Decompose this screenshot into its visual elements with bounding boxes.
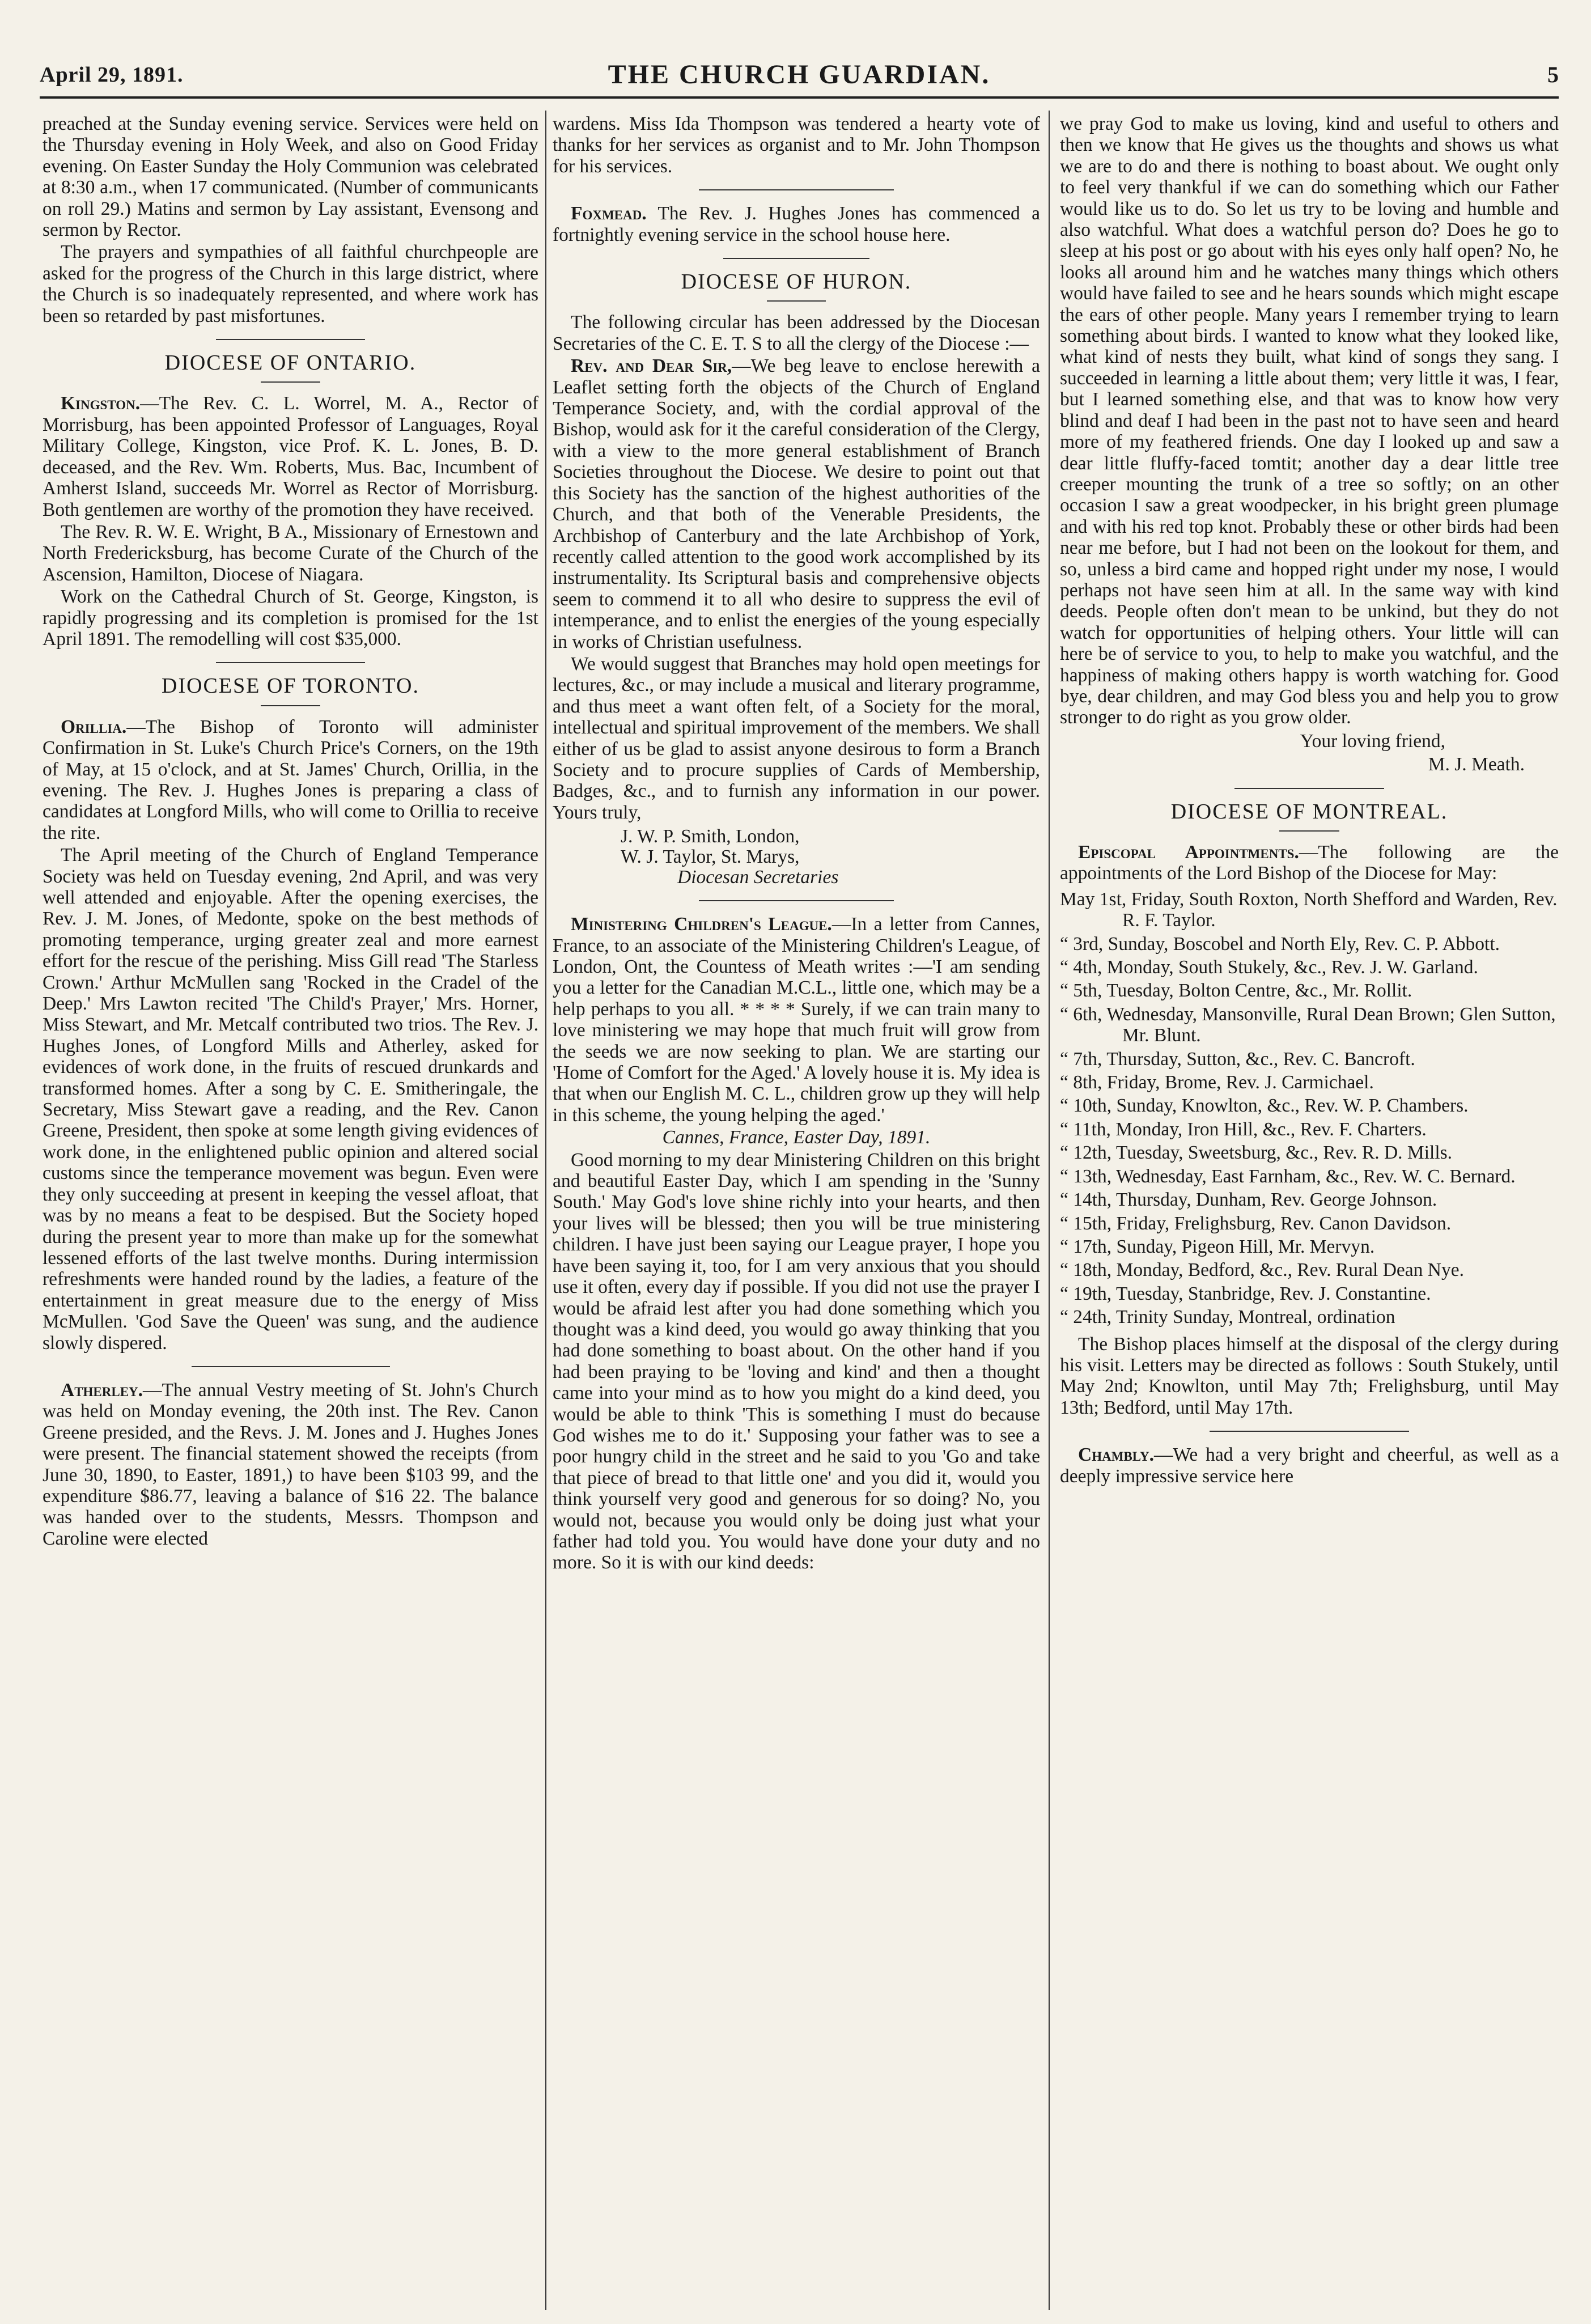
appointment-item: “ 15th, Friday, Frelighsburg, Rev. Canon Davidson. <box>1060 1212 1452 1234</box>
appointment-item: “ 4th, Monday, South Stukely, &c., Rev. J. W. Garland. <box>1060 957 1478 978</box>
appointment-item: “ 24th, Trinity Sunday, Montreal, ordination <box>1060 1307 1395 1328</box>
paragraph-text: —The following are the appointments of the Lord Bishop of the Diocese for May: <box>1060 842 1559 884</box>
paragraph-text: —The Bishop of Toronto will administer Confirmation in St. Luke's Church Price's Corners, on the 19th of May, at 15 o'clock, and at St. James' Church, Orillia, in the evening. The Rev. J. Hughes Jones is preparing a class of candidates at Longford Mills, who will come to Orillia to receive the rite. <box>43 716 538 843</box>
lead-in: Foxmead. <box>571 203 647 224</box>
lead-in: Ministering Children's League. <box>571 914 832 935</box>
column-3 <box>1060 113 1559 2307</box>
paragraph: wardens. Miss Ida Thompson was tendered a hearty vote of thanks for her services as organist and to Mr. John Thompson for his services. <box>553 113 1040 177</box>
paragraph: The Rev. R. W. E. Wright, B A., Missionary of Ernestown and North Fredericksburg, has become Curate of the Church of the Ascension, Hamilton, Diocese of Niagara. <box>43 521 538 585</box>
appointment-item: “ 13th, Wednesday, East Farnham, &c., Rev. W. C. Bernard. <box>1060 1165 1516 1187</box>
dateline: Cannes, France, Easter Day, 1891. <box>662 1127 931 1148</box>
section-heading-huron: DIOCESE OF HURON. <box>553 258 1040 302</box>
appointment-item: “ 18th, Monday, Bedford, &c., Rev. Rural Dean Nye. <box>1060 1259 1464 1281</box>
signatory: J. W. P. Smith, London, <box>621 826 800 847</box>
paragraph: Work on the Cathedral Church of St. George, Kingston, is rapidly progressing and its completion is promised for the 1st April 1891. The remodelling will cost $35,000. <box>43 586 538 650</box>
paragraph-text: —We had a very bright and cheerful, as well as a deeply impressive service here <box>1060 1444 1559 1487</box>
divider <box>699 900 894 901</box>
column-divider-1 <box>545 111 546 2310</box>
section-heading-ontario: DIOCESE OF ONTARIO. <box>43 339 538 383</box>
appointment-item: “ 10th, Sunday, Knowlton, &c., Rev. W. P. Chambers. <box>1060 1095 1469 1117</box>
divider <box>699 189 894 190</box>
column-1 <box>43 113 538 2307</box>
appointment-item: “ 11th, Monday, Iron Hill, &c., Rev. F. Charters. <box>1060 1118 1427 1140</box>
paragraph: We would suggest that Branches may hold open meetings for lectures, &c., or may include a musical and literary programme, and thus meet a want often felt, of a Society for the moral, intellectual and spiritual improvement of the members. We shall either of us be glad to assist anyone desirous to form a Branch Society and to procure supplies of Cards of Membership, Badges, &c., and to furnish any information in our power. Yours truly, <box>553 653 1040 823</box>
paragraph: preached at the Sunday evening service. Services were held on the Thursday evening in Holy Week, and also on Good Friday evening. On Easter Sunday the Holy Communion was celebrated at 8:30 a.m., when 17 communicated. (Number of communicants on roll 29.) Matins and sermon by Lay assistant, Evensong and sermon by Rector. <box>43 113 538 241</box>
lead-in: Episcopal Appointments. <box>1078 842 1299 863</box>
paragraph-text: —The annual Vestry meeting of St. John's Church was held on Monday evening, the 20th inst. The Rev. Canon Greene presided, and the Revs. J. M. Jones and J. Hughes Jones were present. The financial statement showed the receipts (from June 30, 1890, to Easter, 1891,) to have been $103 99, and the expenditure $86.77, leaving a balance of $16 22. The balance was handed over to the students, Messrs. Thompson and Caroline were elected <box>43 1379 538 1549</box>
paragraph-text: —The Rev. C. L. Worrel, M. A., Rector of Morrisburg, has been appointed Professor of Languages, Royal Military College, Kingston, vice Prof. K. L. Jones, B. D. deceased, and the Rev. Wm. Roberts, Mus. Bac, Incumbent of Amherst Island, succeeds Mr. Worrel as Rector of Morrisburg. Both gentlemen are worthy of the promotion they have received. <box>43 393 538 520</box>
paragraph: Good morning to my dear Ministering Children on this bright and beautiful Easter Day, which I am spending in the 'Sunny South.' May God's love shine richly into your hearts, and then your lives will be blessed; then you will be true ministering children. I have just been saying our League prayer, I hope you have been saying it, too, for I am very anxious that you should use it often, every day if possible. If you did not use the prayer I would be afraid lest after you had done something which you thought was a kind deed, you would go away thinking that you had done something to boast about. On the other hand if you had been praying to be 'loving and kind' and then a thought came into your mind as to how you might do a kind deed, you would be able to think 'This is something I must do because God wishes me to do it.' Supposing your father was to see a poor hungry child in the street and he said to you 'Go and take that piece of bread to that little one' and you did it, would you think yourself very good and generous for so doing? No, you would not, because you would only be doing just what your father had told you. You would have done your duty and no more. So it is with our kind deeds: <box>553 1149 1040 1574</box>
lead-in: Chambly. <box>1078 1444 1154 1466</box>
lead-in: Rev. and Dear Sir, <box>571 355 732 377</box>
appointment-item: May 1st, Friday, South Roxton, North Shefford and Warden, Rev. R. F. Taylor. <box>1060 888 1558 931</box>
paragraph: The Bishop places himself at the disposal of the clergy during his visit. Letters may be directed as follows : South Stukely, until May 2nd; Knowlton, until May 7th; Frelighsburg, until May 13th; Bedford, until May 17th. <box>1060 1333 1559 1418</box>
paragraph <box>1060 842 1559 884</box>
paragraph-text: The Rev. J. Hughes Jones has commenced a fortnightly evening service in the school house here. <box>553 203 1040 245</box>
letter-closing: Your loving friend, <box>1300 730 1445 752</box>
appointment-item: “ 14th, Thursday, Dunham, Rev. George Johnson. <box>1060 1189 1437 1211</box>
paragraph: The April meeting of the Church of England Temperance Society was held on Tuesday evening, 2nd April, and was very well attended and enjoyable. After the opening exercises, the Rev. J. M. Jones, of Medonte, spoke on the best methods of promoting temperance, urging greater zeal and more earnest effort for the rescue of the perishing. Miss Gill read 'The Starless Crown.' Arthur McMullen sang 'Rocked in the Cradel of the Deep.' Mrs Lawton recited 'The Child's Prayer,' Mrs. Horner, Miss Stewart, and Mr. Metcalf contributed two trios. The Rev. J. Hughes Jones, of Longford Mills and Atherley, asked for evidences of work done, in the fruits of rescued drunkards and transformed homes. After a song by C. E. Smitheringale, the Secretary, Miss Stewart gave a reading, and the Rev. Canon Greene, President, then spoke at some length giving evidences of work done, in the enlightened public opinion and altered social customs since the temperance movement was begun. Even were they only succeeding at present in keeping the vessel afloat, that was by no means a feat to be despised. But the Society hoped during the present year to more than make up for the somewhat lessened efforts of the last twelve months. During intermission refreshments were handed round by the ladies, a feature of the entertainment in great measure due to the energy of Miss McMullen. 'God Save the Queen' was sung, and the audience slowly dispered. <box>43 845 538 1354</box>
lead-in: Orillia. <box>61 716 127 737</box>
appointment-item: “ 17th, Sunday, Pigeon Hill, Mr. Mervyn. <box>1060 1236 1375 1257</box>
section-heading-toronto: DIOCESE OF TORONTO. <box>43 662 538 706</box>
page-header <box>40 57 1559 96</box>
section-heading-montreal: DIOCESE OF MONTREAL. <box>1060 788 1559 832</box>
divider <box>1210 1431 1409 1432</box>
appointment-item: “ 8th, Friday, Brome, Rev. J. Carmichael. <box>1060 1072 1374 1093</box>
paragraph: The following circular has been addressed by the Diocesan Secretaries of the C. E. T. S to all the clergy of the Diocese :— <box>553 312 1040 354</box>
appointment-item: “ 12th, Tuesday, Sweetsburg, &c., Rev. R. D. Mills. <box>1060 1142 1453 1164</box>
paragraph <box>43 393 538 520</box>
paragraph <box>1060 1444 1559 1487</box>
letter-signature: M. J. Meath. <box>1428 754 1525 775</box>
appointment-item: “ 19th, Tuesday, Stanbridge, Rev. J. Constantine. <box>1060 1283 1431 1304</box>
lead-in: Kingston. <box>61 393 141 414</box>
appointment-item: “ 3rd, Sunday, Boscobel and North Ely, Rev. C. P. Abbott. <box>1060 933 1500 955</box>
paragraph: The prayers and sympathies of all faithful churchpeople are asked for the progress of the Church in this large district, where the Church is so inadequately represented, and where work has been so retarded by past misfortunes. <box>43 241 538 326</box>
signatories <box>553 826 1040 888</box>
paragraph-text: —In a letter from Cannes, France, to an associate of the Ministering Children's League, of London, Ont, the Countess of Meath writes :—'I am sending you a letter for the Canadian M.C.L., little one, which may be a help perhaps to you all. * * * * Surely, if we can train many to love ministering we may hope that much fruit will grow from the seeds we are now seeking to plan. We are starting our 'Home of Comfort for the Aged.' A lovely house it is. My idea is that when our English M. C. L., children grow up they will help in this scheme, the young helping the aged.' <box>553 914 1040 1126</box>
signatory-role: Diocesan Secretaries <box>677 867 839 888</box>
appointment-item: “ 5th, Tuesday, Bolton Centre, &c., Mr. Rollit. <box>1060 980 1412 1002</box>
issue-date: April 29, 1891. <box>40 63 184 87</box>
masthead-title: THE CHURCH GUARDIAN. <box>608 60 991 90</box>
lead-in: Atherley. <box>61 1379 143 1401</box>
column-2 <box>553 113 1040 2307</box>
divider <box>192 1366 390 1367</box>
paragraph <box>43 716 538 843</box>
paragraph <box>553 355 1040 652</box>
paragraph <box>553 914 1040 1126</box>
paragraph-text: —We beg leave to enclose herewith a Leaflet setting forth the objects of the Church of England Temperance Society, and, with the cordial approval of the Bishop, would ask for it the careful consideration of the Clergy, with a view to the more general establishment of Branch Societies throughout the Diocese. We desire to point out that this Society has the sanction of the highest authorities of the Church, and that both of the Venerable Presidents, the Archbishop of Canterbury and the late Archbishop of York, recently called attention to the good work accomplished by its instrumentality. Its Scriptural basis and comprehensive objects seem to commend it to all who desire to suppress the evil of intemperance, and to enlist the energies of the young especially in works of Christian usefulness. <box>553 355 1040 652</box>
paragraph <box>553 203 1040 245</box>
page-number: 5 <box>1547 62 1559 87</box>
appointments-list <box>1060 889 1559 1328</box>
appointment-item: “ 6th, Wednesday, Mansonville, Rural Dean Brown; Glen Sutton, Mr. Blunt. <box>1060 1003 1556 1046</box>
paragraph: we pray God to make us loving, kind and useful to others and then we know that He gives us the thoughts and shows us what we are to do and there is nothing to boast about. We ought only to feel very thankful if we can do something which our Father would like us to do. So let us try to be loving and humble and also watchful. What does a watchful person do? Does he go to sleep at his post or go about with his eyes only half open? No, he looks all around him and he watches many things which others would have failed to see and he hears sounds which might escape the ears of other people. Many years I remember trying to learn something about birds. I wanted to know what they looked like, what kind of nests they built, what kind of songs they sang. I succeeded in learning a little about them; very little it was, I fear, but I learned something else, and that was to know how very blind and deaf I had been in the past not to have seen and heard more of my feathered friends. One day I looked up and saw a dear little fluffy-faced tomtit; another day a dear little tree creeper mounting the trunk of a tree so softly; on an other occasion I saw a great woodpecker, in his bright green plumage and with his red top knot. Probably these or other birds had been near me before, but I had not been on the lookout for them, and so, unless a bird came and hopped right under my nose, I would perhaps not have seen him at all. In the same way with kind deeds. People often don't mean to be unkind, but they do not watch for opportunities of helping others. Your little will can here be of service to you, to help to make you watchful, and the happiness of making others happy is worth watching for. Good bye, dear children, and may God bless you and help you to grow stronger to do right as you grow older. <box>1060 113 1559 728</box>
appointment-item: “ 7th, Thursday, Sutton, &c., Rev. C. Bancroft. <box>1060 1048 1415 1070</box>
header-rule <box>40 96 1559 99</box>
paragraph <box>43 1380 538 1549</box>
signatory: W. J. Taylor, St. Marys, <box>621 846 800 868</box>
column-divider-2 <box>1049 111 1050 2310</box>
